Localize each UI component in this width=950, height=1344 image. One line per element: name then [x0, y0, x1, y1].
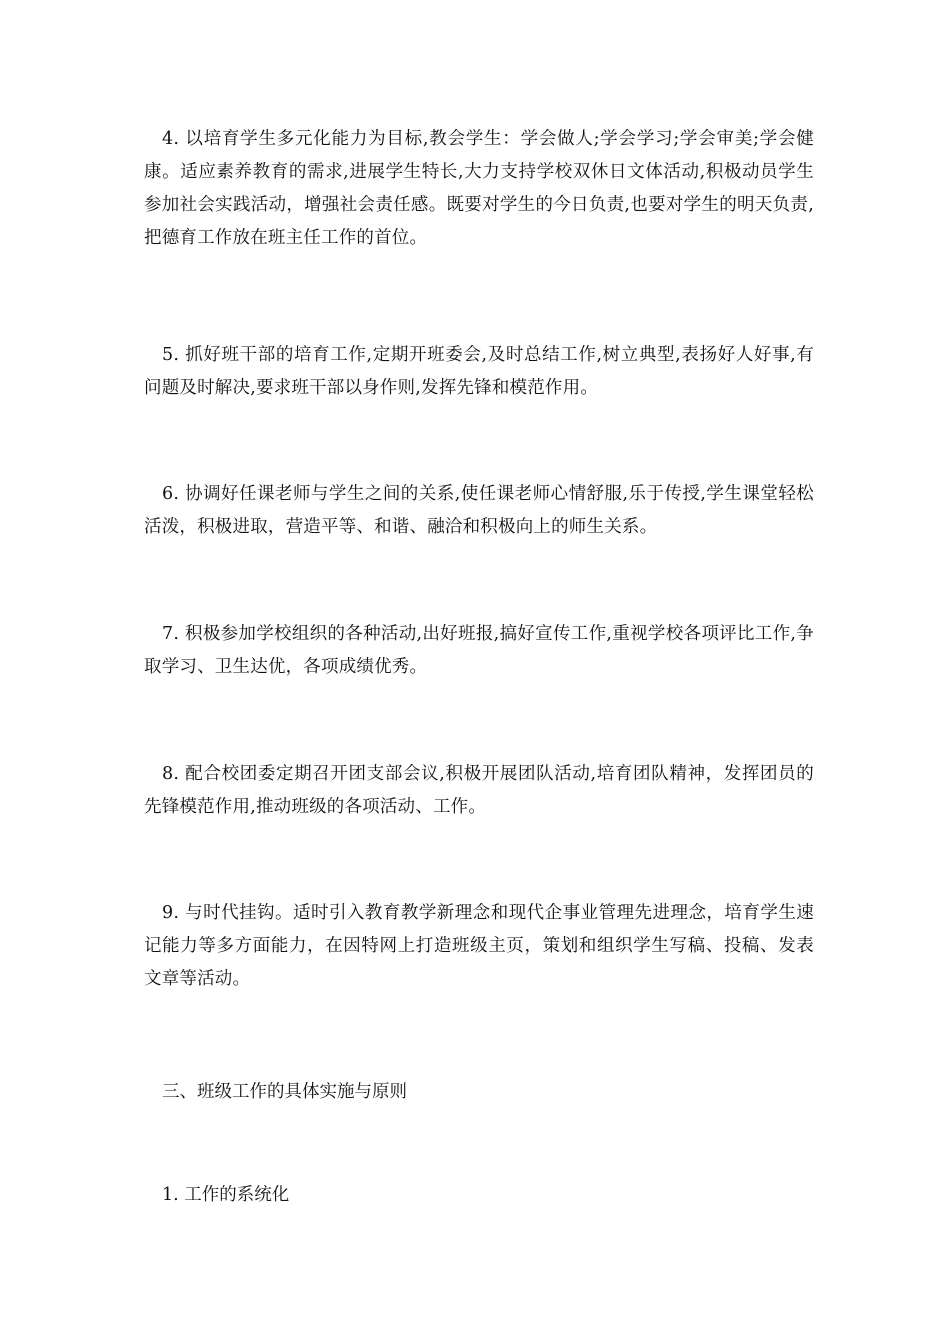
section-heading: 三、班级工作的具体实施与原则: [162, 1082, 407, 1102]
paragraph-item-9: 9. 与时代挂钩。适时引入教育教学新理念和现代企事业管理先进理念，培育学生速记能力等多方面能力，在因特网上打造班级主页，策划和组织学生写稿、投稿、发表文章等活动。: [144, 903, 814, 989]
sub-heading: 1. 工作的系统化: [162, 1185, 290, 1205]
paragraph-item-7: 7. 积极参加学校组织的各种活动,出好班报,搞好宣传工作,重视学校各项评比工作,争取学习、卫生达优，各项成绩优秀。: [144, 624, 814, 677]
paragraph-item-8: 8. 配合校团委定期召开团支部会议,积极开展团队活动,培育团队精神，发挥团员的先锋模范作用,推动班级的各项活动、工作。: [144, 764, 814, 817]
paragraph-item-5: 5. 抓好班干部的培育工作,定期开班委会,及时总结工作,树立典型,表扬好人好事,有问题及时解决,要求班干部以身作则,发挥先锋和模范作用。: [144, 345, 814, 398]
paragraph-item-6: 6. 协调好任课老师与学生之间的关系,使任课老师心情舒服,乐于传授,学生课堂轻松活泼，积极进取，营造平等、和谐、融洽和积极向上的师生关系。: [144, 484, 814, 537]
paragraph-item-4: 4. 以培育学生多元化能力为目标,教会学生：学会做人;学会学习;学会审美;学会健康。适应素养教育的需求,进展学生特长,大力支持学校双休日文体活动,积极动员学生参加社会实践活动，增强社会责任感。既要对学生的今日负责,也要对学生的明天负责,把德育工作放在班主任工作的首位。: [144, 129, 814, 248]
